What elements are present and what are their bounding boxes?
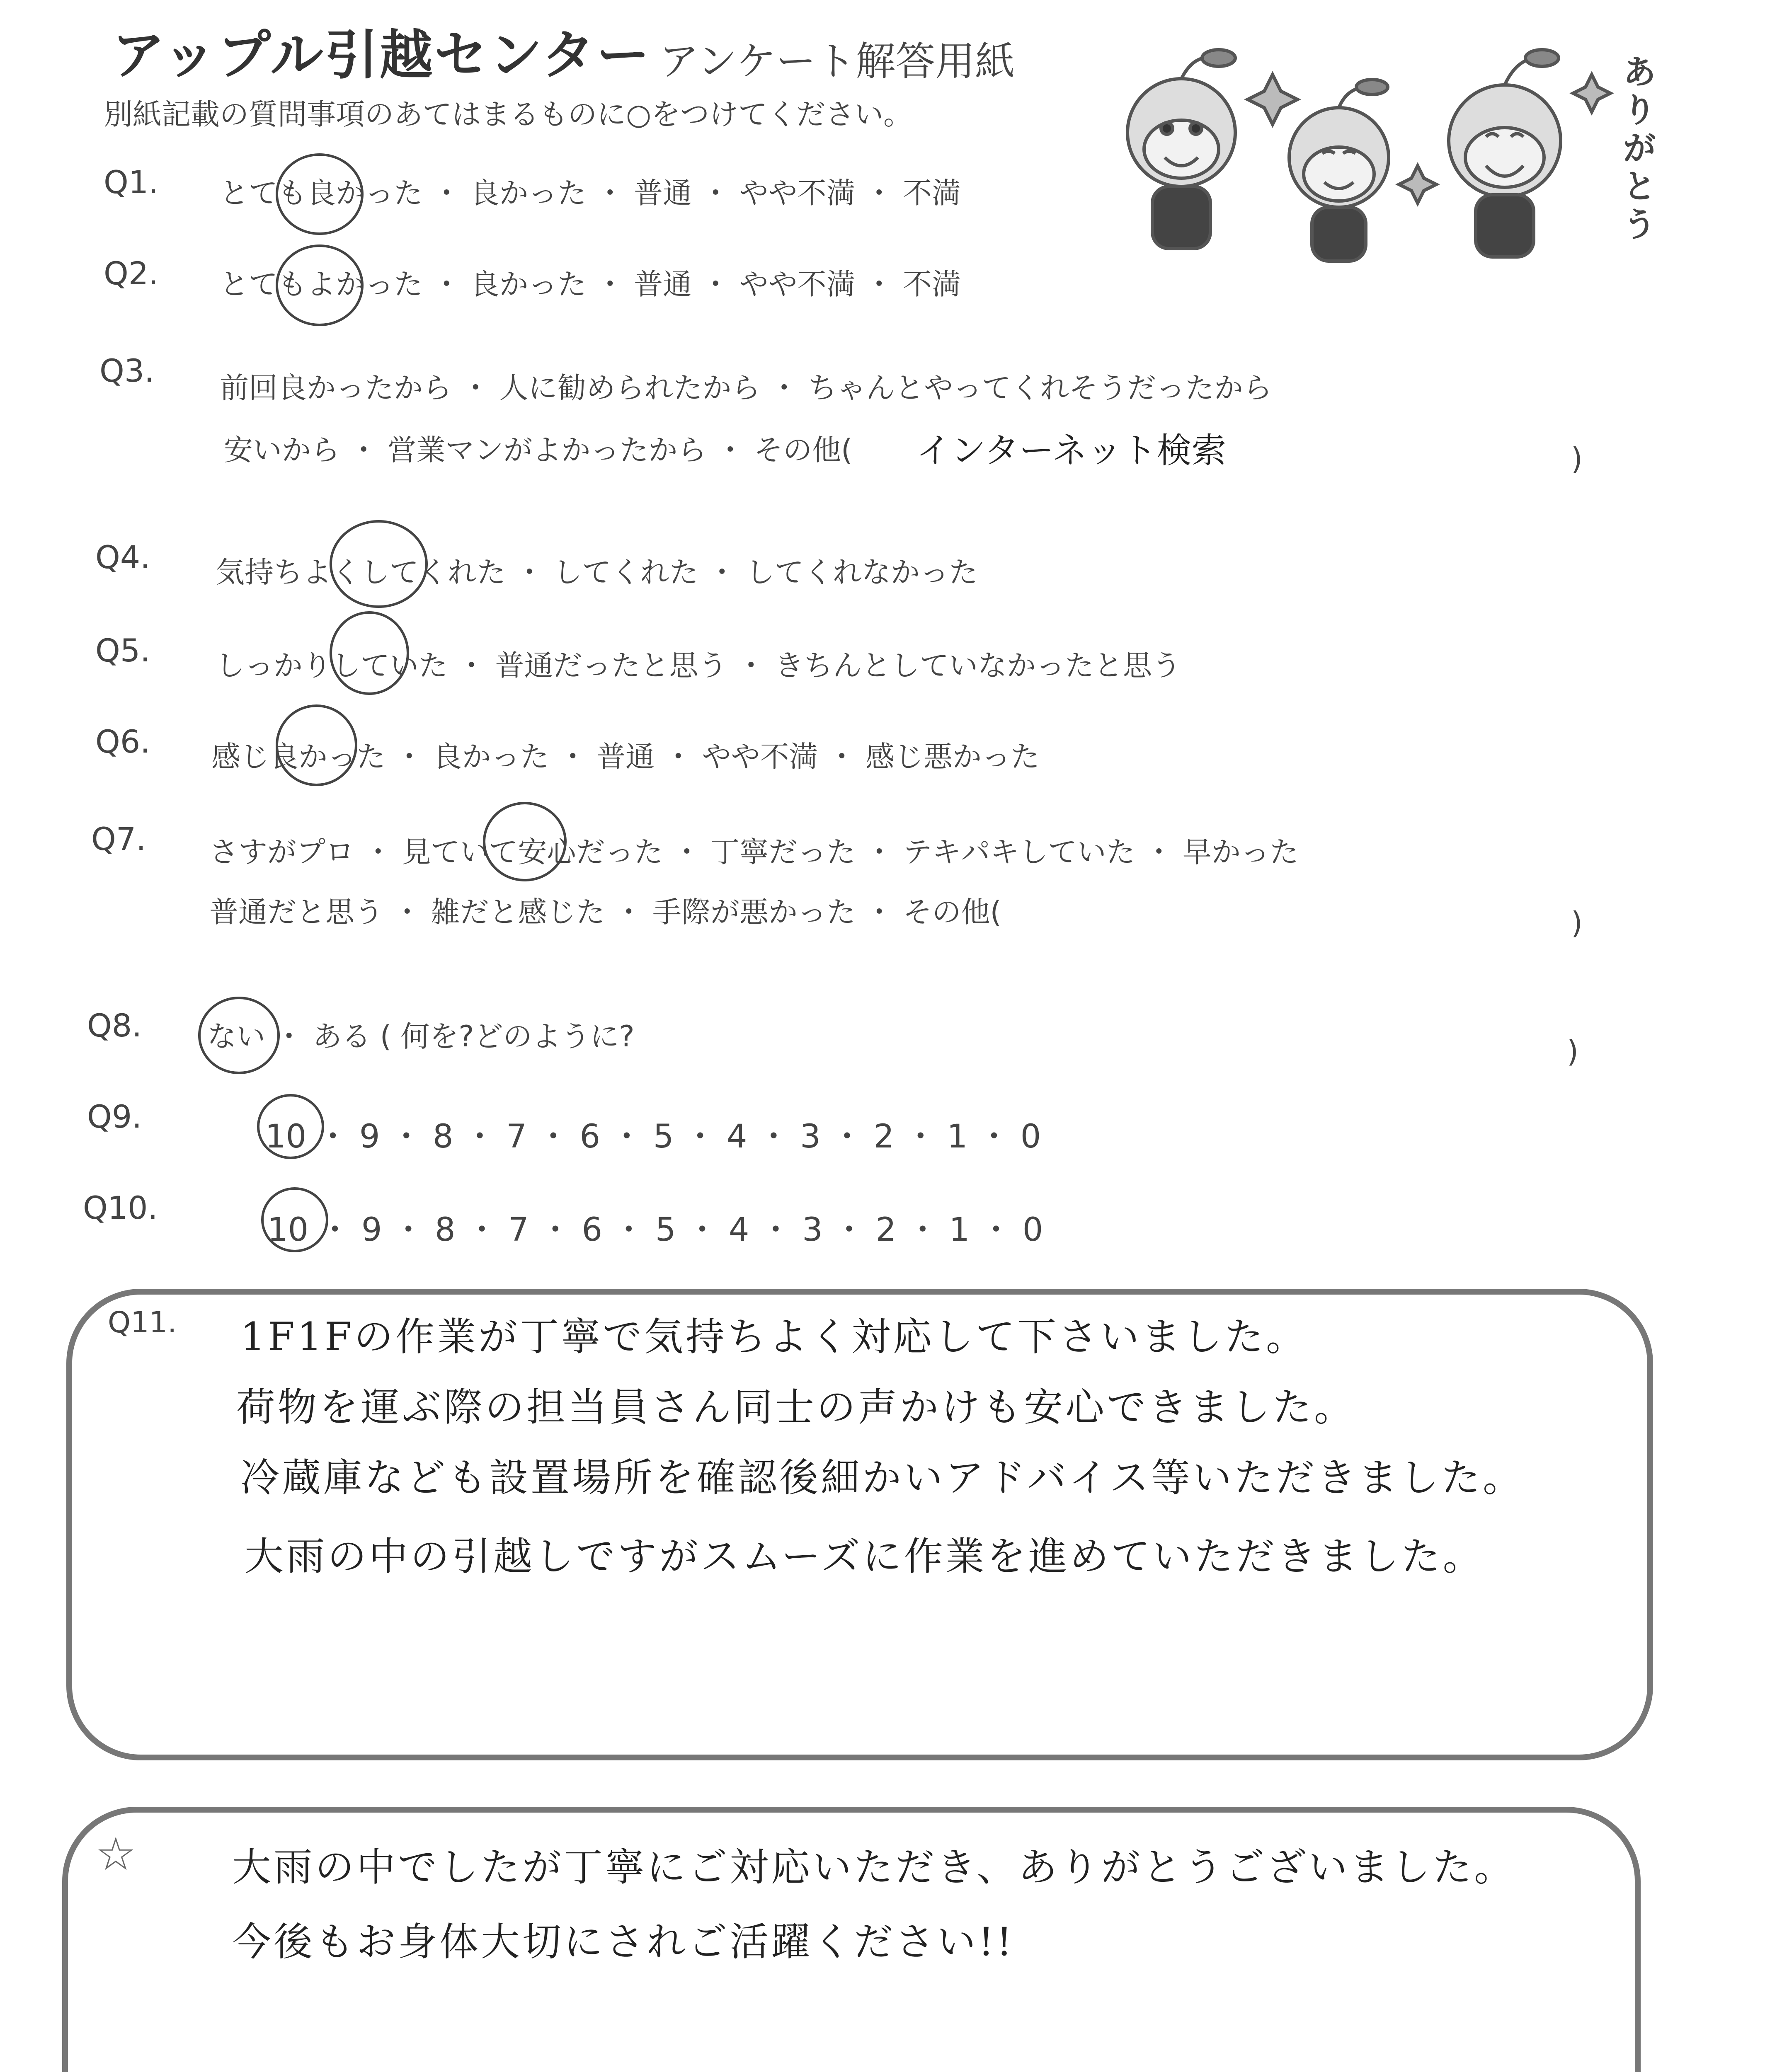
q6-options: 感じ良かった ・ 良かった ・ 普通 ・ やや不満 ・ 感じ悪かった <box>211 740 1040 774</box>
q8-label: Q8. <box>87 1007 142 1044</box>
q3-other-answer: インターネット検索 <box>916 430 1227 471</box>
instruction-text: 別紙記載の質問事項のあてはまるものに○をつけてください。 <box>104 97 913 131</box>
q3-options-line1: 前回良かったから ・ 人に勧められたから ・ ちゃんとやってくれそうだったから <box>220 371 1273 405</box>
q1-label: Q1. <box>104 164 159 201</box>
q2-options: とてもよかった ・ 良かった ・ 普通 ・ やや不満 ・ 不満 <box>220 267 961 301</box>
company-title: アップル引越センター <box>112 24 651 86</box>
q4-answer-circle <box>330 520 428 608</box>
q11-line-1: 1F1Fの作業が丁寧で気持ちよく対応して下さいました。 <box>240 1314 1308 1360</box>
q7-label: Q7. <box>91 821 146 857</box>
thanks-text: ありがとう <box>1617 54 1656 244</box>
q6-answer-circle <box>276 704 357 786</box>
q7-options-line2: 普通だと思う ・ 雑だと感じた ・ 手際が悪かった ・ その他( <box>209 895 1001 929</box>
q9-scale: 10 ・ 9 ・ 8 ・ 7 ・ 6 ・ 5 ・ 4 ・ 3 ・ 2 ・ 1 ・ 0 <box>265 1118 1041 1155</box>
q7-options-line1: さすがプロ ・ 見ていて安心だった ・ 丁寧だった ・ テキパキしていた ・ 早かった <box>209 835 1299 869</box>
q3-close-paren: ) <box>1571 441 1583 476</box>
q9-label: Q9. <box>87 1098 142 1135</box>
q5-answer-circle <box>330 611 409 695</box>
star-icon: ☆ <box>95 1828 136 1881</box>
q5-options: しっかりしていた ・ 普通だったと思う ・ きちんとしていなかったと思う <box>216 649 1181 683</box>
q7-answer-circle <box>483 802 567 881</box>
q1-options: とても良かった ・ 良かった ・ 普通 ・ やや不満 ・ 不満 <box>220 176 961 210</box>
q5-label: Q5. <box>95 632 150 669</box>
q8-close-paren: ) <box>1567 1034 1579 1069</box>
q10-label: Q10. <box>83 1189 158 1226</box>
form-subtitle: アンケート解答用紙 <box>659 38 1015 85</box>
q8-answer-circle <box>198 997 280 1074</box>
q11-line-2: 荷物を運ぶ際の担当員さん同士の声かけも安心できました。 <box>236 1385 1356 1430</box>
q4-label: Q4. <box>95 539 150 576</box>
q8-options: ない ・ ある ( 何を?どのように? <box>207 1019 635 1053</box>
q11-line-3: 冷蔵庫なども設置場所を確認後細かいアドバイス等いただきました。 <box>240 1455 1525 1501</box>
q10-answer-circle <box>261 1187 328 1252</box>
q2-answer-circle <box>276 244 364 326</box>
q10-scale: 10 ・ 9 ・ 8 ・ 7 ・ 6 ・ 5 ・ 4 ・ 3 ・ 2 ・ 1 ・ 0 <box>267 1211 1043 1249</box>
q6-label: Q6. <box>95 723 150 760</box>
q11-line-4: 大雨の中の引越しですがスムーズに作業を進めていただきました。 <box>245 1534 1484 1579</box>
q1-answer-circle <box>276 153 364 235</box>
staff-message-line-1: 大雨の中でしたが丁寧にご対応いただき、ありがとうございました。 <box>232 1845 1516 1890</box>
q11-label: Q11. <box>108 1305 177 1339</box>
q7-close-paren: ) <box>1571 905 1583 940</box>
q9-answer-circle <box>257 1094 324 1159</box>
q4-options: 気持ちよくしてくれた ・ してくれた ・ してくれなかった <box>216 555 978 589</box>
monkey-mascots-illustration <box>1098 33 1637 265</box>
q2-label: Q2. <box>104 255 159 292</box>
q3-label: Q3. <box>99 352 155 389</box>
q3-options-line2: 安いから ・ 営業マンがよかったから ・ その他( <box>224 433 853 467</box>
staff-message-line-2: 今後もお身体大切にされご活躍ください!! <box>232 1920 1015 1965</box>
